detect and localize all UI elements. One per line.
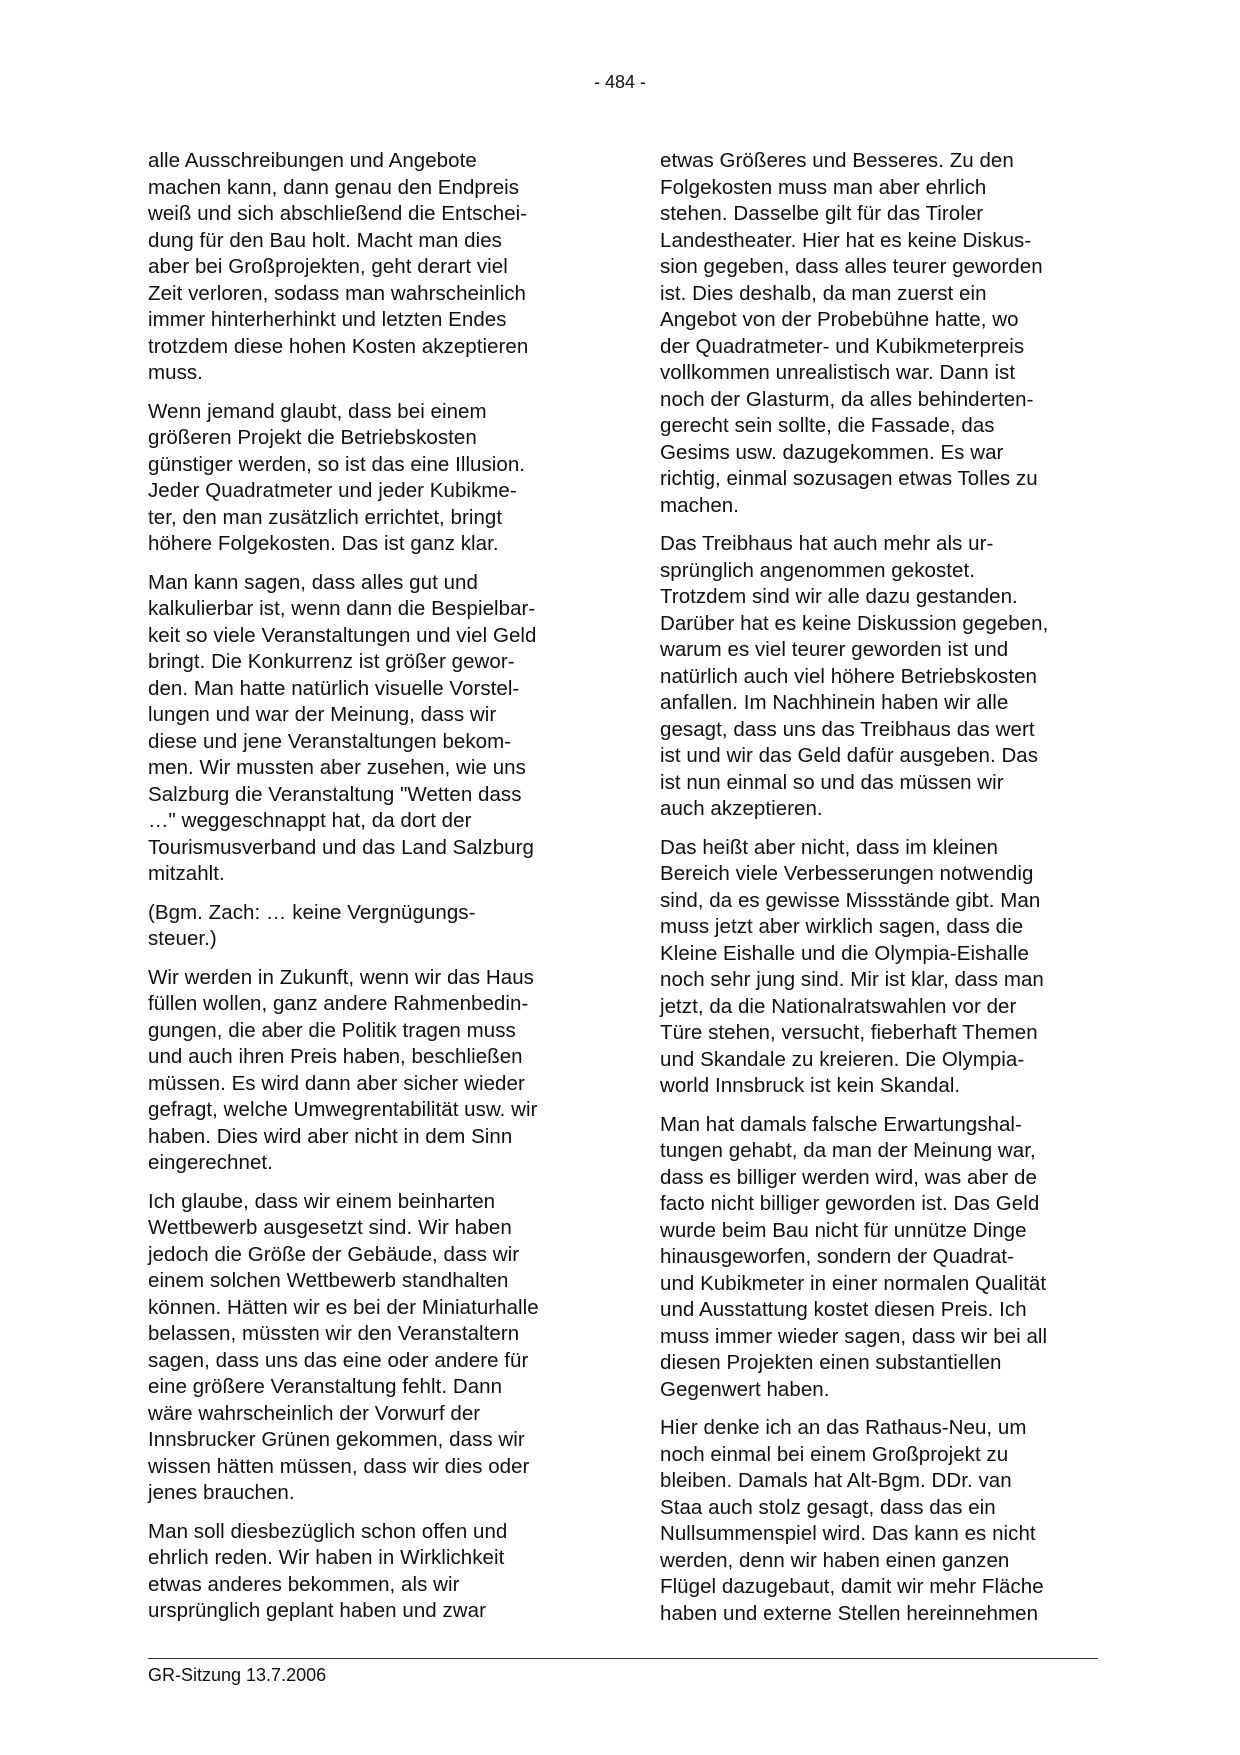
page-number: - 484 -: [593, 72, 647, 92]
paragraph: Hier denke ich an das Rathaus-Neu, um noch einmal bei einem Großprojekt zu bleiben. Damals hat Alt-Bgm. DDr. van Staa auch stolz gesagt, dass das ein Nullsummenspiel wird. Das kann es nicht werden, denn wir haben einen ganzen Flügel dazugebaut, damit wir mehr Fläche haben und externe Stellen hereinnehmen: [660, 1416, 1044, 1625]
paragraph: Ich glaube, dass wir einem beinharten Wettbewerb ausgesetzt sind. Wir haben jedoch die Größe der Gebäude, dass wir einem solchen Wettbewerb standhalten können. Hätten wir es bei der Miniaturhalle belassen, müssten wir den Veranstaltern sagen, dass uns das eine oder andere für eine größere Veranstaltung fehlt. Dann wäre wahrscheinlich der Vorwurf der Innsbrucker Grünen gekommen, dass wir wissen hätten müssen, dass wir dies oder jenes brauchen.: [148, 1189, 539, 1504]
footer-divider: [148, 1658, 1098, 1659]
paragraph: etwas Größeres und Besseres. Zu den Folgekosten muss man aber ehrlich stehen. Dasselbe gilt für das Tiroler Landestheater. Hier hat es keine Diskus- sion gegeben, dass alles teurer geworden ist. Dies deshalb, da man zuerst ein Angebot von der Probebühne hatte, wo der Quadratmeter- und Kubikmeterpreis vollkommen unrealistisch war. Dann ist noch der Glasturm, da alles behinderten- gerecht sein sollte, die Fassade, das Gesims usw. dazugekommen. Es war richtig, einmal sozusagen etwas Tolles zu machen.: [660, 149, 1043, 517]
interjection: (Bgm. Zach: … keine Vergnügungs- steuer.): [148, 900, 476, 950]
paragraph: Das heißt aber nicht, dass im kleinen Bereich viele Verbesserungen notwendig sind, da es gewisse Missstände gibt. Man muss jetzt aber wirklich sagen, dass die Kleine Eishalle und die Olympia-Eishalle noch sehr jung sind. Mir ist klar, dass man jetzt, da die Nationalratswahlen vor der Türe stehen, versucht, fieberhaft Themen und Skandale zu kreieren. Die Olympia- world Innsbruck ist kein Skandal.: [660, 835, 1044, 1097]
right-column: [660, 148, 1110, 1639]
paragraph: Man kann sagen, dass alles gut und kalkulierbar ist, wenn dann die Bespielbar- keit so viele Veranstaltungen und viel Geld bringt. Die Konkurrenz ist größer gewor- den. Man hatte natürlich visuelle Vorstel- lungen und war der Meinung, dass wir diese und jene Veranstaltungen bekom- men. Wir mussten aber zusehen, wie uns Salzburg die Veranstaltung "Wetten dass …" weggeschnappt hat, da dort der Tourismusverband und das Land Salzburg mitzahlt.: [148, 570, 537, 885]
paragraph: Wenn jemand glaubt, dass bei einem größeren Projekt die Betriebskosten günstiger werden, so ist das eine Illusion. Jeder Quadratmeter und jeder Kubikme- ter, den man zusätzlich errichtet, bringt höhere Folgekosten. Das ist ganz klar.: [148, 399, 526, 555]
paragraph: Das Treibhaus hat auch mehr als ur- sprünglich angenommen gekostet. Trotzdem sind wir alle dazu gestanden. Darüber hat es keine Diskussion gegeben, warum es viel teurer geworden ist und natürlich auch viel höhere Betriebskosten anfallen. Im Nachhinein haben wir alle gesagt, dass uns das Treibhaus das wert ist und wir das Geld dafür ausgeben. Das ist nun einmal so und das müssen wir auch akzeptieren.: [660, 532, 1049, 820]
footer-session-label: GR-Sitzung 13.7.2006: [148, 1665, 327, 1685]
paragraph: Man soll diesbezüglich schon offen und ehrlich reden. Wir haben in Wirklichkeit etwas anderes bekommen, als wir ursprünglich geplant haben und zwar: [148, 1519, 508, 1622]
paragraph: Wir werden in Zukunft, wenn wir das Haus füllen wollen, ganz andere Rahmenbedin- gungen, die aber die Politik tragen muss und auch ihren Preis haben, beschließen müssen. Es wird dann aber sicher wieder gefragt, welche Umwegrentabilität usw. wir haben. Dies wird aber nicht in dem Sinn eingerechnet.: [148, 965, 538, 1174]
left-column: [148, 148, 598, 1637]
paragraph: Man hat damals falsche Erwartungshal- tungen gehabt, da man der Meinung war, dass es billiger werden wird, was aber de facto nicht billiger geworden ist. Das Geld wurde beim Bau nicht für unnütze Dinge hinausgeworfen, sondern der Quadrat- und Kubikmeter in einer normalen Qualität und Ausstattung kostet diesen Preis. Ich muss immer wieder sagen, dass wir bei all diesen Projekten einen substantiellen Gegenwert haben.: [660, 1112, 1048, 1401]
paragraph: alle Ausschreibungen und Angebote machen kann, dann genau den Endpreis weiß und sich abschließend die Entschei- dung für den Bau holt. Macht man dies aber bei Großprojekten, geht derart viel Zeit verloren, sodass man wahrscheinlich immer hinterherhinkt und letzten Endes trotzdem diese hohen Kosten akzeptieren muss.: [148, 149, 529, 384]
